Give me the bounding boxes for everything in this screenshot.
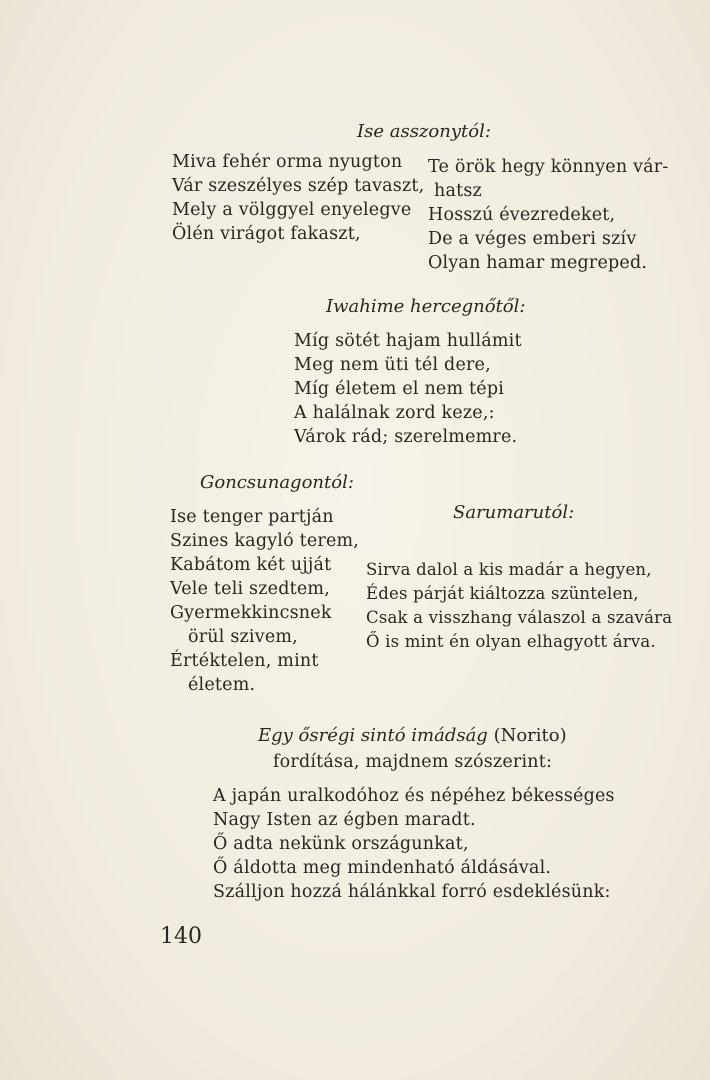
ise-right-line: De a véges emberi szív	[428, 229, 637, 249]
ise-left-line: Mely a völggyel enyelegve	[172, 200, 412, 220]
ise-left-line: Vár szeszélyes szép tavaszt,	[172, 176, 425, 196]
goncsunagon-stanza	[170, 505, 359, 697]
goncsunagon-line: Értéktelen, mint	[170, 651, 319, 671]
iwahime-line: Míg életem el nem tépi	[294, 379, 505, 399]
ise-right-line: Olyan hamar megreped.	[428, 253, 648, 273]
sarumaru-stanza	[366, 558, 672, 654]
norito-heading-italic: Egy ősrégi sintó imádság	[258, 725, 488, 746]
iwahime-line: A halálnak zord keze,:	[294, 403, 495, 423]
sarumaru-line: Édes párját kiáltozza szüntelen,	[366, 584, 639, 603]
ise-left-stanza	[172, 150, 424, 246]
sarumaru-line: Ő is mint én olyan elhagyott árva.	[366, 632, 656, 651]
norito-stanza	[213, 784, 615, 904]
goncsunagon-line: Vele teli szedtem,	[170, 579, 330, 599]
page-number: 140	[160, 924, 202, 949]
iwahime-heading: Iwahime hercegnőtől:	[326, 296, 526, 317]
goncsunagon-line: örül szivem,	[188, 627, 298, 647]
goncsunagon-line: Szines kagyló terem,	[170, 531, 360, 551]
ise-right-line: Hosszú évezredeket,	[428, 205, 616, 225]
norito-line: A japán uralkodóhoz és népéhez békességes	[213, 786, 615, 806]
norito-line: Ő áldotta meg mindenható áldásával.	[213, 858, 552, 878]
goncsunagon-line: Ise tenger partján	[170, 507, 334, 527]
ise-right-line: Te örök hegy könnyen vár-	[428, 157, 669, 177]
goncsunagon-heading: Goncsunagontól:	[200, 472, 354, 493]
ise-left-line: Ölén virágot fakaszt,	[172, 224, 361, 244]
sarumaru-line: Csak a visszhang válaszol a szavára	[366, 608, 673, 627]
sarumaru-line: Sirva dalol a kis madár a hegyen,	[366, 560, 652, 579]
iwahime-line: Várok rád; szerelmemre.	[294, 427, 518, 447]
ise-left-line: Miva fehér orma nyugton	[172, 152, 403, 172]
norito-line: Ő adta nekünk országunkat,	[213, 834, 469, 854]
iwahime-line: Meg nem üti tél dere,	[294, 355, 491, 375]
goncsunagon-line: életem.	[188, 675, 256, 695]
norito-heading-plain: (Norito)	[487, 725, 567, 746]
ise-heading: Ise asszonytól:	[357, 121, 491, 142]
ise-right-line: hatsz	[434, 181, 482, 201]
iwahime-line: Míg sötét hajam hullámit	[294, 331, 522, 351]
iwahime-stanza	[294, 329, 522, 449]
norito-subheading: fordítása, majdnem szószerint:	[273, 752, 553, 772]
norito-heading	[258, 725, 567, 746]
goncsunagon-line: Gyermekkincsnek	[170, 603, 332, 623]
goncsunagon-line: Kabátom két ujját	[170, 555, 332, 575]
ise-right-stanza	[428, 155, 669, 275]
norito-line: Szálljon hozzá hálánkkal forró esdeklésünk:	[213, 882, 611, 902]
norito-line: Nagy Isten az égben maradt.	[213, 810, 476, 830]
sarumaru-heading: Sarumarutól:	[453, 502, 575, 523]
